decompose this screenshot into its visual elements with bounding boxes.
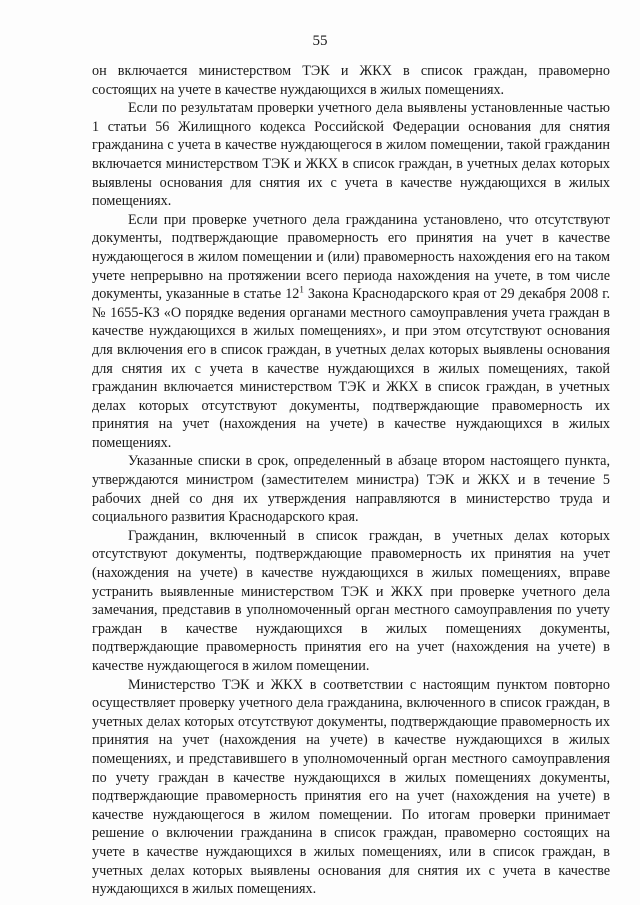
paragraph-2: Если по результатам проверки учетного дела выявлены установленные частью 1 статьи 56 Жилищного кодекса Российской Федерации основания для снятия гражданина с учета в качестве нуждающегося в жилом помещении, такой гражданин включается министерством ТЭК и ЖКХ в список граждан, в учетных делах которых выявлены основания для снятия их с учета в качестве нуждающихся в жилых помещениях. [92,100,610,210]
document-body [92,62,610,899]
paragraph-3-text-before: Если при проверке учетного дела гражданина установлено, что отсутствуют документы, подтверждающие правомерность его принятия на учет в качестве нуждающегося в жилом помещении и (или) правомерность нахождения его на таком учете непрерывно на протяжении всего периода нахождения на учете, в том числе документы, указанные в статье 12 [92,211,610,303]
paragraph-5: Гражданин, включенный в список граждан, в учетных делах которых отсутствуют документы, подтверждающие правомерность их принятия на учет (нахождения на учете) в качестве нуждающихся в жилых помещениях, вправе устранить выявленные министерством ТЭК и ЖКХ при проверке учетного дела замечания, представив в уполномоченный орган местного самоуправления по учету граждан в качестве нуждающихся в жилых помещениях документы, подтверждающие правомерность принятия его на учет (нахождения на учете) в качестве нуждающегося в жилом помещении. [92,527,610,674]
paragraph-3 [92,211,610,453]
paragraph-3-text-after: Закона Краснодарского края от 29 декабря 2008 г. № 1655-КЗ «О порядке ведения органами местного самоуправления учета граждан в качестве нуждающихся в жилых помещениях», и при этом отсутствуют основания для включения его в список граждан, в учетных делах которых выявлены основания для снятия их с учета в качестве нуждающихся в жилых помещениях, такой гражданин включается министерством ТЭК и ЖКХ в список граждан, в учетных делах которых отсутствуют документы, подтверждающие правомерность их принятия на учет (нахождения на учете) в качестве нуждающихся в жилых помещениях. [92,286,610,451]
paragraph-4: Указанные списки в срок, определенный в абзаце втором настоящего пункта, утверждаются министром (заместителем министра) ТЭК и ЖКХ и в течение 5 рабочих дней со дня их утверждения направляются в министерство труда и социального развития Краснодарского края. [92,453,610,526]
page-number: 55 [312,33,328,49]
article-superscript: 1 [299,284,304,295]
paragraph-6: Министерство ТЭК и ЖКХ в соответствии с настоящим пунктом повторно осуществляет проверку учетного дела гражданина, включенного в список граждан, в учетных делах которых отсутствуют документы, подтверждающие правомерность их принятия на учет (нахождения на учете) в качестве нуждающихся в жилых помещениях, и представившего в уполномоченный орган местного самоуправления по учету граждан в качестве нуждающихся в жилых помещениях документы, подтверждающие правомерность принятия его на учет (нахождения на учете) в качестве нуждающегося в жилом помещении. По итогам проверки принимает решение о включении гражданина в список граждан, правомерно состоящих на учете в качестве нуждающихся в жилых помещениях, или в список граждан, в учетных делах которых выявлены основания для снятия их с учета в качестве нуждающихся в жилых помещениях. [92,676,610,898]
paragraph-1: он включается министерством ТЭК и ЖКХ в список граждан, правомерно состоящих на учете в качестве нуждающихся в жилых помещениях. [92,63,610,98]
